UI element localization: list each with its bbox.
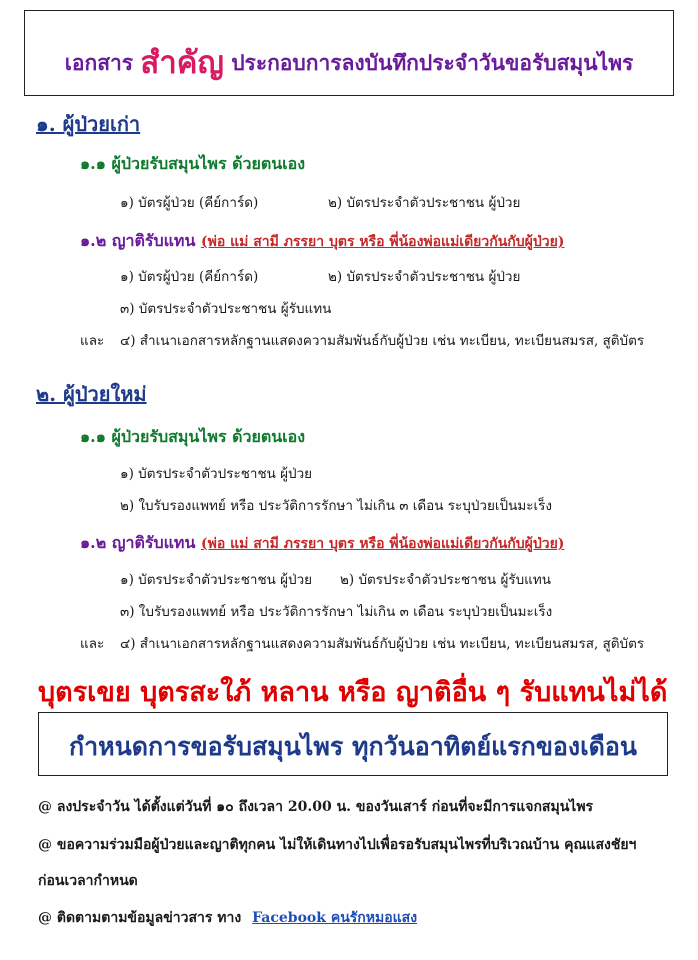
s2-and-label: และ [80, 636, 105, 652]
schedule-box [38, 712, 668, 776]
section-2-sub-1-title: ๑.๑ ผู้ป่วยรับสมุนไพร ด้วยตนเอง [80, 427, 306, 446]
s1-sub2-item-3: ๓) บัตรประจำตัวประชาชน ผู้รับแทน [120, 301, 332, 317]
s1-sub2-note: (พ่อ แม่ สามี ภรรยา บุตร หรือ พี่น้องพ่อแม่เดียวกันกับผู้ป่วย) [200, 234, 565, 250]
s2-sub2-item-3: ๓) ใบรับรองแพทย์ หรือ ประวัติการรักษา ไม่เกิน ๓ เดือน ระบุป่วยเป็นมะเร็ง [120, 604, 553, 620]
section-1-sub-2-title [80, 229, 564, 254]
s2-sub2-item-4: ๔) สำเนาเอกสารหลักฐานแสดงความสัมพันธ์กับผู้ป่วย เช่น ทะเบียน, ทะเบียนสมรส, สูติบัตร [120, 636, 645, 652]
s2-sub2-note: (พ่อ แม่ สามี ภรรยา บุตร หรือ พี่น้องพ่อแม่เดียวกันกับผู้ป่วย) [200, 536, 565, 552]
warning-text: บุตรเขย บุตรสะใภ้ หลาน หรือ ญาติอื่น ๆ รับแทนไม่ได้ [38, 677, 668, 708]
s2-sub2-item-1: ๑) บัตรประจำตัวประชาชน ผู้ป่วย [120, 572, 313, 588]
facebook-link[interactable]: Facebook คนรักหมอแสง [252, 910, 418, 926]
s2-sub2-label: ๑.๒ ญาติรับแทน [80, 533, 196, 552]
s1-sub2-label: ๑.๒ ญาติรับแทน [80, 231, 196, 250]
document-title [25, 37, 673, 87]
s1-sub1-item-1: ๑) บัตรผู้ป่วย (คีย์การ์ด) [120, 195, 259, 211]
s2-sub1-item-1: ๑) บัตรประจำตัวประชาชน ผู้ป่วย [120, 466, 313, 482]
s1-sub2-item-1: ๑) บัตรผู้ป่วย (คีย์การ์ด) [120, 269, 259, 285]
note-2: @ ขอความร่วมมือผู้ป่วยและญาติทุกคน ไม่ให้เดินทางไปเพื่อรอรับสมุนไพรที่บริเวณบ้าน คุณแสงชัยฯ [38, 837, 637, 853]
title-prefix: เอกสาร [64, 50, 134, 75]
s1-and-label: และ [80, 333, 105, 349]
section-2-title: ๒. ผู้ป่วยใหม่ [36, 382, 147, 406]
note-2-continuation: ก่อนเวลากำหนด [38, 873, 138, 889]
section-1-title: ๑. ผู้ป่วยเก่า [36, 112, 141, 136]
section-2-sub-2-title [80, 531, 564, 556]
s1-sub2-item-2: ๒) บัตรประจำตัวประชาชน ผู้ป่วย [328, 269, 521, 285]
note-3 [38, 907, 417, 929]
s1-sub1-item-2: ๒) บัตรประจำตัวประชาชน ผู้ป่วย [328, 195, 521, 211]
schedule-text: กำหนดการขอรับสมุนไพร ทุกวันอาทิตย์แรกของเดือน [68, 732, 638, 761]
s1-sub2-item-4: ๔) สำเนาเอกสารหลักฐานแสดงความสัมพันธ์กับผู้ป่วย เช่น ทะเบียน, ทะเบียนสมรส, สูติบัตร [120, 333, 645, 349]
header-box [24, 10, 674, 96]
s2-sub2-item-2: ๒) บัตรประจำตัวประชาชน ผู้รับแทน [340, 572, 552, 588]
section-1-sub-1-title: ๑.๑ ผู้ป่วยรับสมุนไพร ด้วยตนเอง [80, 154, 306, 173]
title-suffix: ประกอบการลงบันทึกประจำวันขอรับสมุนไพร [231, 50, 634, 75]
note-1: @ ลงประจำวัน ได้ตั้งแต่วันที่ ๑๐ ถึงเวลา 20.00 น. ของวันเสาร์ ก่อนที่จะมีการแจกสมุนไพร [38, 799, 594, 815]
note-3-prefix: @ ติดตามตามข้อมูลข่าวสาร ทาง [38, 910, 242, 926]
s2-sub1-item-2: ๒) ใบรับรองแพทย์ หรือ ประวัติการรักษา ไม่เกิน ๓ เดือน ระบุป่วยเป็นมะเร็ง [120, 498, 552, 514]
title-emphasis: สำคัญ [140, 45, 224, 81]
